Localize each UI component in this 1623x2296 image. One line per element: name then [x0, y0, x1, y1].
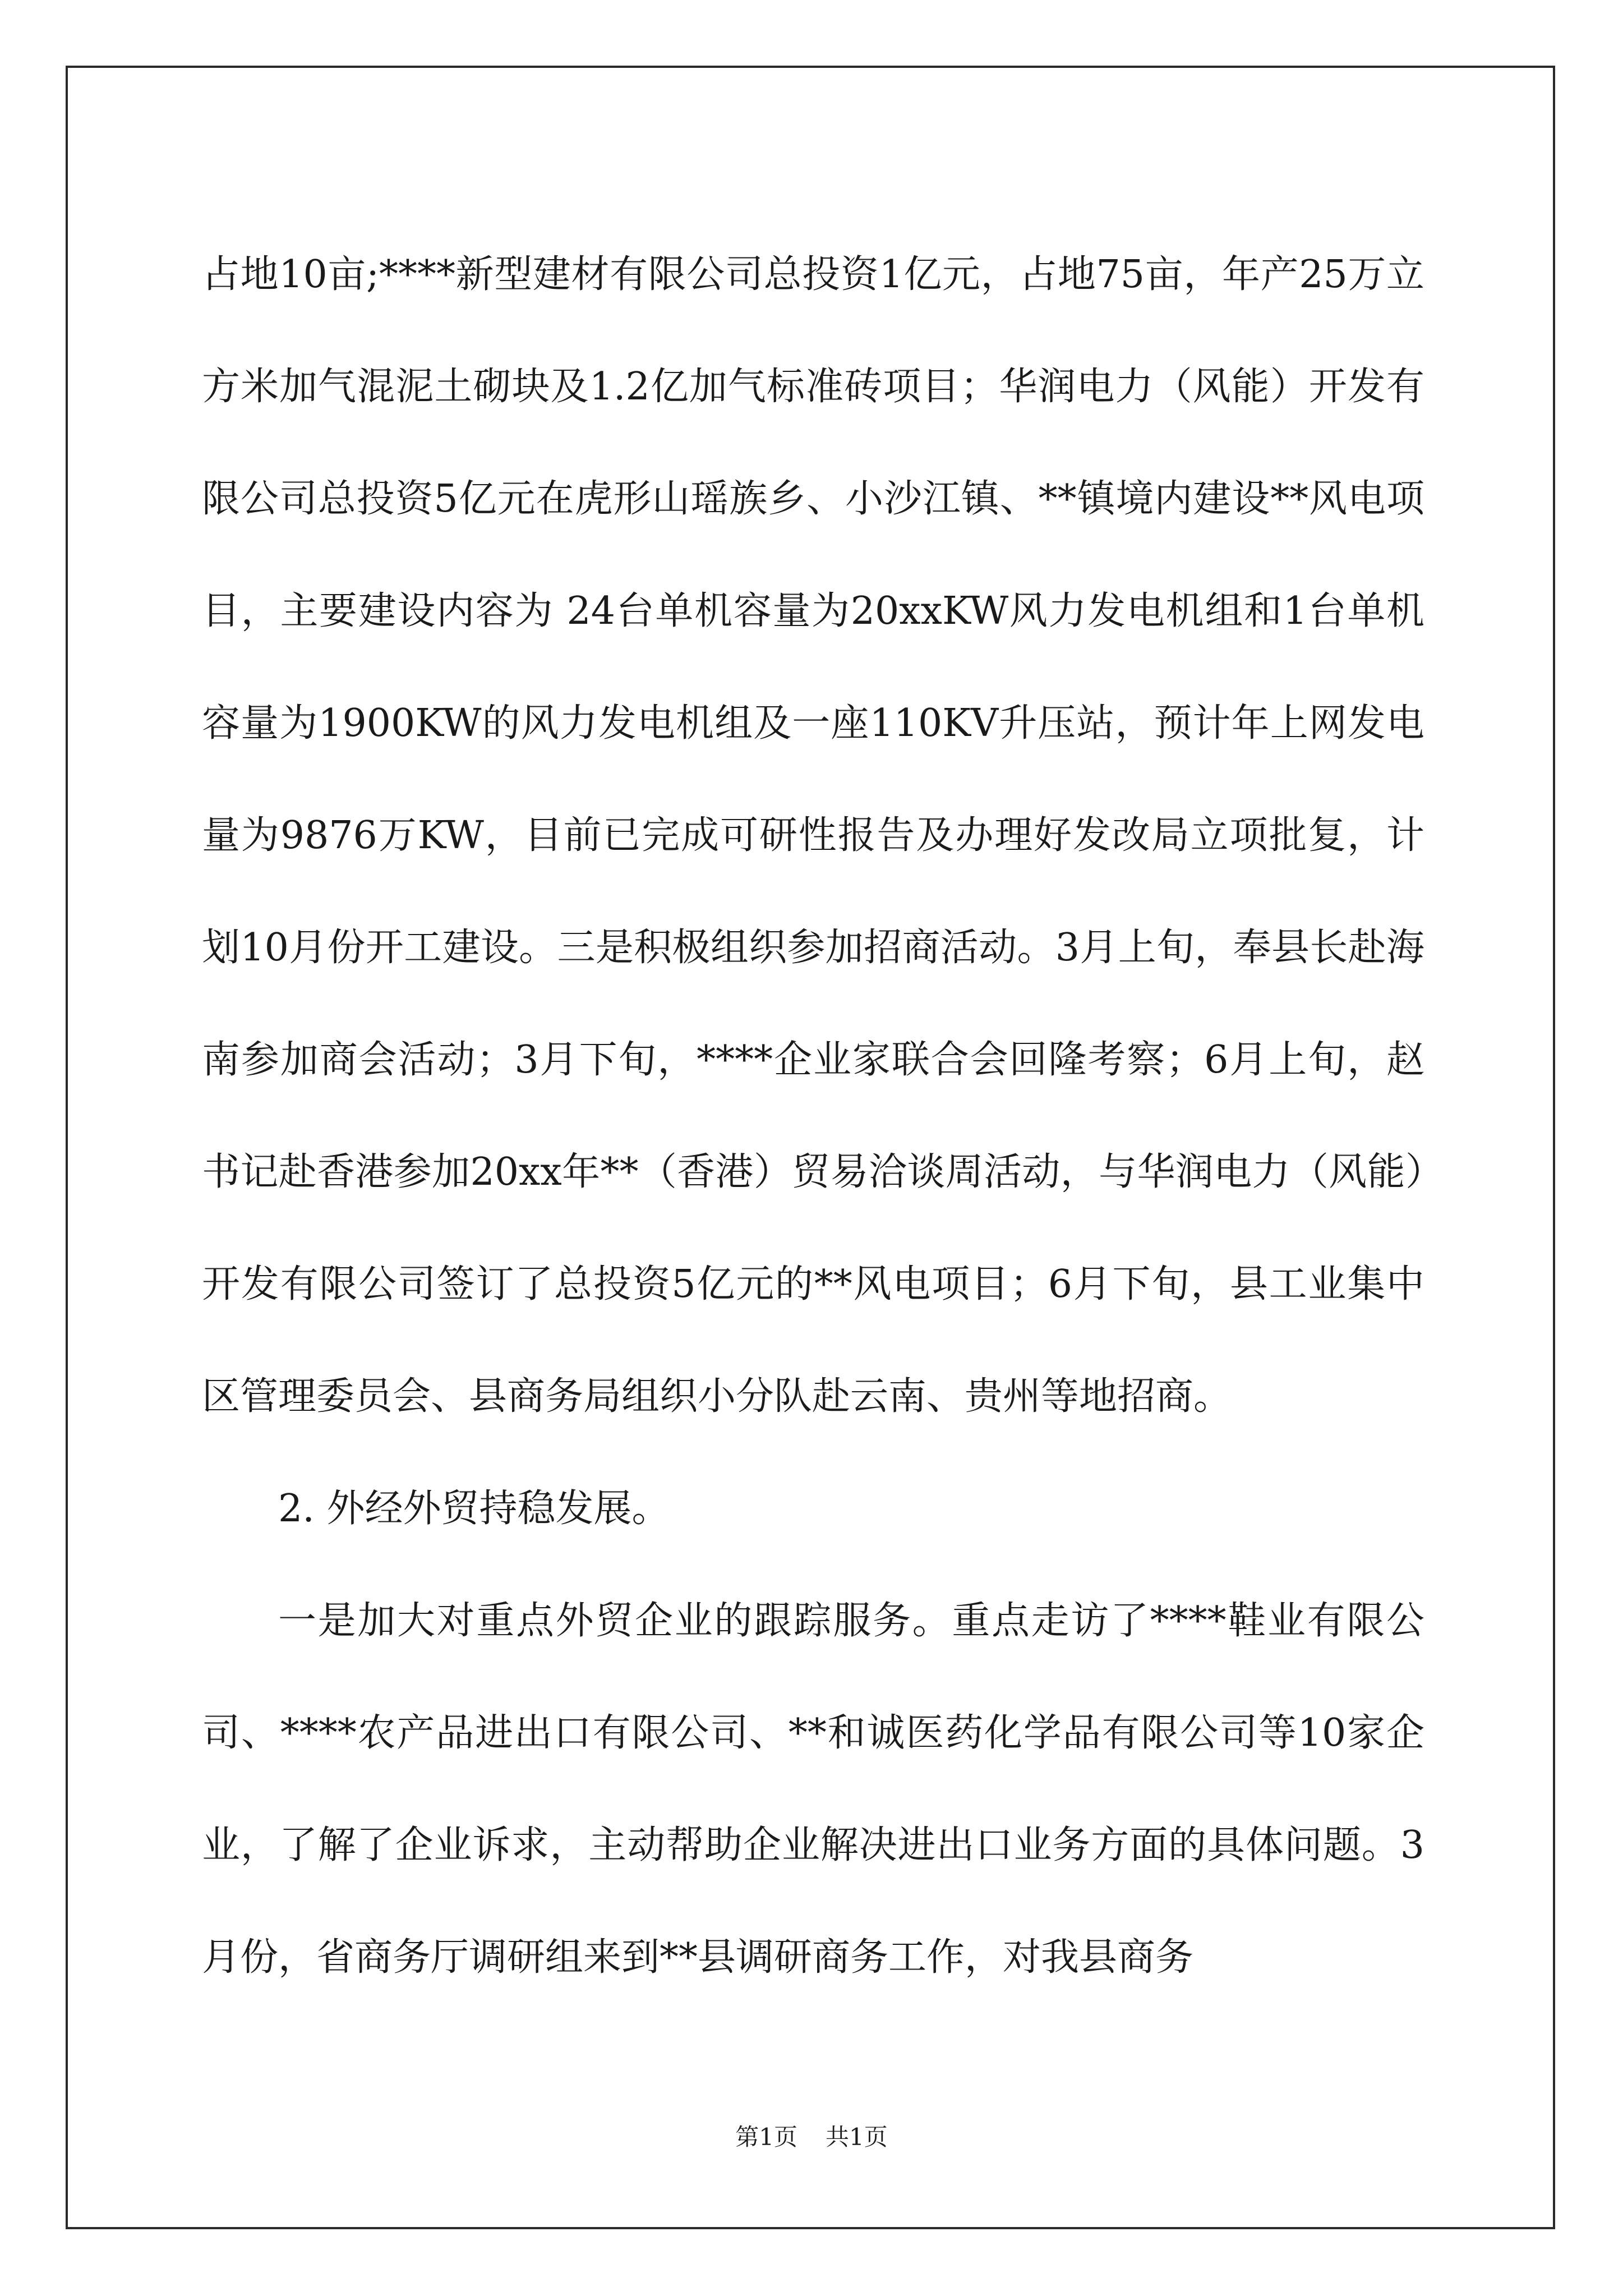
paragraph-2-heading: 2. 外经外贸持稳发展。: [278, 1487, 670, 1531]
paragraph-3: 一是加大对重点外贸企业的跟踪服务。重点走访了****鞋业有限公司、****农产品进出口有限公司、**和诚医药化学品有限公司等10家企业，了解了企业诉求，主动帮助企业解决进出口业务方面的具体问题。3月份，省商务厅调研组来到**县调研商务工作，对我县商务: [202, 1599, 1424, 1980]
page-footer: [0, 2120, 1623, 2154]
page-number: 第1页: [735, 2123, 797, 2151]
paragraph-1: 占地10亩;****新型建材有限公司总投资1亿元，占地75亩，年产25万立方米加气混泥土砌块及1.2亿加气标准砖项目；华润电力（风能）开发有限公司总投资5亿元在虎形山瑶族乡、小沙江镇、**镇境内建设**风电项目，主要建设内容为 24台单机容量为20xxKW风力发电机组和1台单机容量为1900KW的风力发电机组及一座110KV升压站，预计年上网发电量为9876万KW，目前已完成可研性报告及办理好发改局立项批复，计划10月份开工建设。三是积极组织参加招商活动。3月上旬，奉县长赴海南参加商会活动；3月下旬，****企业家联合会回隆考察；6月上旬，赵书记赴香港参加20xx年**（香港）贸易洽谈周活动，与华润电力（风能）开发有限公司签订了总投资5亿元的**风电项目；6月下旬，县工业集中区管理委员会、县商务局组织小分队赴云南、贵州等地招商。: [202, 252, 1424, 1419]
page-total: 共1页: [826, 2123, 888, 2151]
document-body: [202, 219, 1424, 2014]
